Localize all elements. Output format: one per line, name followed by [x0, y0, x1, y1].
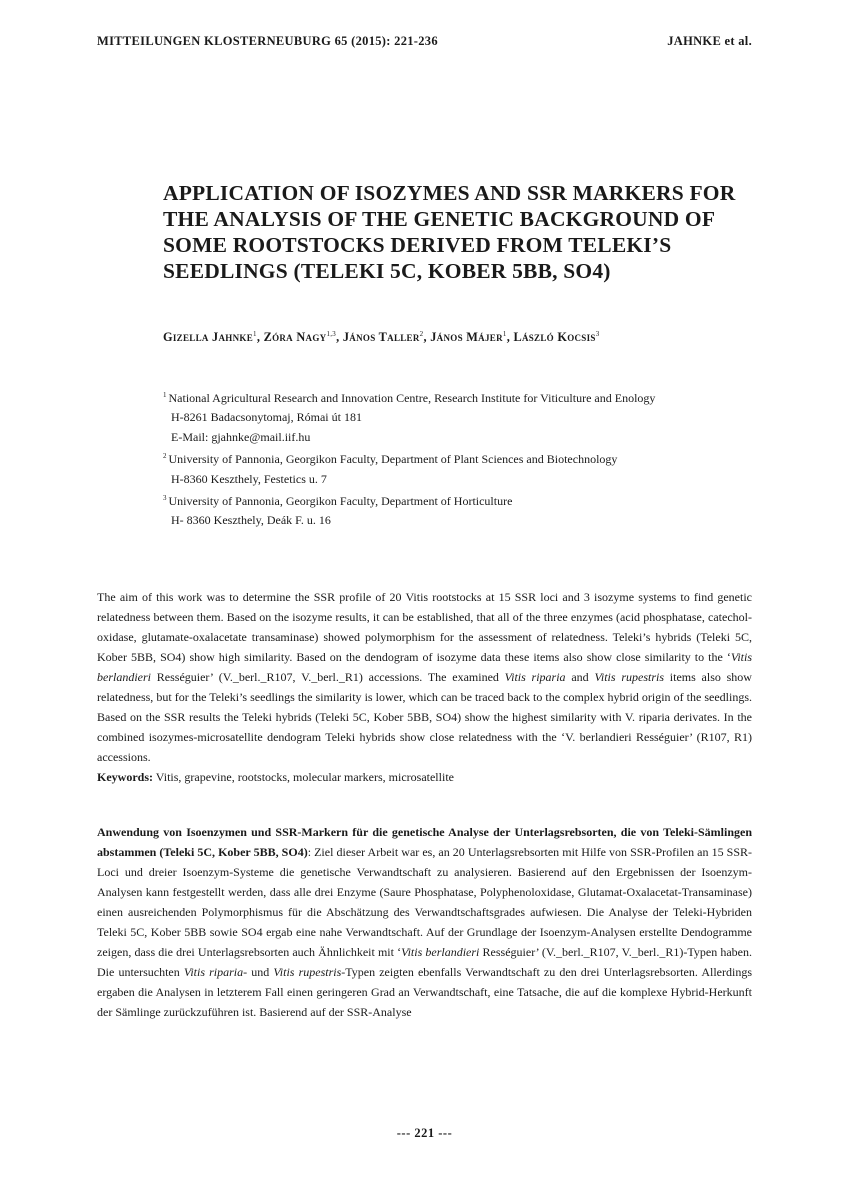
author: János Májer$^1$ [430, 330, 507, 345]
affiliation-3: $^3$ University of Pannonia, Georgikon Faculty, Department of Horticulture H- 8360 Keszthely, Deák F. u. 16 [163, 494, 513, 528]
abstract [97, 587, 752, 787]
author: János Taller$^2$ [342, 330, 424, 345]
author: László Kocsis$^3$ [513, 330, 600, 345]
email: E-Mail: gjahnke@mail.iif.hu [171, 429, 311, 444]
author: Gizella Jahnke$^1$ [163, 330, 257, 345]
affiliations [163, 386, 783, 531]
german-title: Anwendung von Isoenzymen und SSR-Markern für die genetische Analyse der Unterlagsrebsorten, die von Teleki-Sämlingen abstammen (Teleki 5C, Kober 5BB, SO4) [97, 825, 752, 859]
affiliation-2: $^2$ University of Pannonia, Georgikon Faculty, Department of Plant Sciences and Biotechnology H-8360 Keszthely, Festetics u. 7 [163, 452, 618, 486]
author: Zóra Nagy$^{1,3}$ [263, 330, 337, 345]
affiliation-1: $^1$ National Agricultural Research and Innovation Centre, Research Institute for Viticulture and Enology H-8261 Badacsonytomaj, Római út 181 E-Mail: gjahnke@mail.iif.hu [163, 386, 783, 447]
keywords: Keywords: Vitis, grapevine, rootstocks, molecular markers, microsatellite [97, 770, 454, 784]
author-short: JAHNKE et al. [667, 34, 752, 48]
abstract-text: The aim of this work was to determine the SSR profile of 20 Vitis rootstocks at 15 SSR loci and 3 isozyme systems to find genetic relatedness between them. Based on the isozyme results, it can be established, that all of the three enzymes (acid phosphatase, catechol-oxidase, glutamate-oxalacetate transaminase) showed polymorphism for the assessment of relatedness. Teleki’s hybrids (Teleki 5C, Kober 5BB, SO4) show high similarity. Based on the dendogram of isozyme data these items also show close similarity to the ‘Vitis berlandieri Rességuier’ (V._berl._R107, V._berl._R1) accessions. The examined Vitis riparia and Vitis rupestris items also show relatedness, but for the Teleki’s seedlings the similarity is lower, which can be traced back to the complex hybrid origin of the seedlings. Based on the SSR results the Teleki hybrids (Teleki 5C, Kober 5BB, SO4) show the highest similarity with V. riparia derivates. In the combined isozymes-microsatellite dendogram Teleki hybrids show close relatedness with the ‘V. berlandieri Rességuier’ (R107, R1) accessions. [97, 590, 752, 764]
author-list: Gizella Jahnke$^1$, Zóra Nagy$^{1,3}$, János Taller$^2$, János Májer$^1$, László Kocsis$^3$ [163, 330, 600, 345]
paper-title: APPLICATION OF ISOZYMES AND SSR MARKERS FOR THE ANALYSIS OF THE GENETIC BACKGROUND OF SOME ROOTSTOCKS DERIVED FROM TELEKI’S SEEDLINGS (TELEKI 5C, KOBER 5BB, SO4) [163, 181, 736, 283]
german-abstract: Anwendung von Isoenzymen und SSR-Markern für die genetische Analyse der Unterlagsrebsorten, die von Teleki-Sämlingen abstammen (Teleki 5C, Kober 5BB, SO4): Ziel dieser Arbeit war es, an 20 Unterlagsrebsorten mit Hilfe von SSR-Profilen an 15 SSR-Loci und dreier Isoenzym-Systeme die genetische Verwandtschaft zu analysieren. Basierend auf den Ergebnissen der Isoenzym-Analysen kann festgestellt werden, dass alle drei Enzyme (Saure Phosphatase, Polyphenoloxidase, Glutamat-Oxalacetat-Transaminase) einen ausreichenden Polymorphismus für die Abschätzung des Verwandtschaftsgrades aufwiesen. Die Analyse der Teleki-Hybriden Teleki 5C, Kober 5BB sowie SO4 ergab eine nahe Verwandtschaft. Auf der Grundlage der Isoenzym-Analysen erstellte Dendogramme zeigen, dass die drei Unterlagsrebsorten auch Ähnlichkeit mit ‘Vitis berlandieri Rességuier’ (V._berl._R107, V._berl._R1)-Typen haben. Die untersuchten Vitis riparia- und Vitis rupestris-Typen zeigten ebenfalls Verwandtschaft zu den drei Unterlagsrebsorten. Allerdings ergaben die Analysen in letzterem Fall einen geringeren Grad an Verwandtschaft, eine Tatsache, die auf die komplexe Hybrid-Herkunft der Sämlinge zurückzuführen ist. Basierend auf der SSR-Analyse [97, 825, 753, 1019]
journal-citation: MITTEILUNGEN KLOSTERNEUBURG 65 (2015): 221-236 [97, 34, 438, 48]
page-number: --- 221 --- [396, 1126, 453, 1140]
running-header [97, 34, 752, 49]
